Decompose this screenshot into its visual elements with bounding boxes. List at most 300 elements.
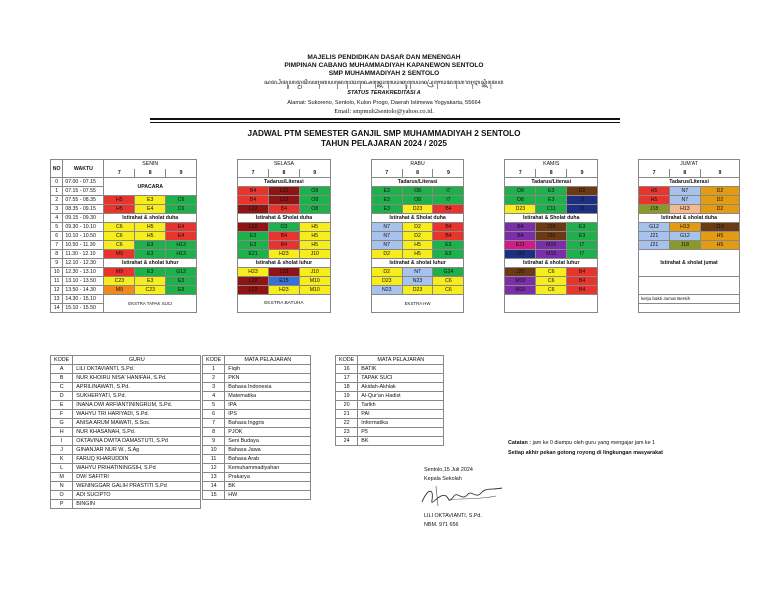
subject-table-1 bbox=[202, 355, 311, 500]
list-item bbox=[336, 428, 444, 437]
list-item bbox=[336, 365, 444, 374]
subject-cell: E4 bbox=[166, 223, 197, 232]
row-no: 4 bbox=[51, 214, 63, 223]
list-item-name: NUR KHASANAH, S.Pd. bbox=[73, 428, 201, 437]
subject-cell: B4 bbox=[505, 232, 536, 241]
list-header-code: KODE bbox=[51, 356, 73, 365]
subject-cell: J18 bbox=[700, 223, 739, 232]
subject-cell: B4 bbox=[268, 205, 299, 214]
list-item-name: SUKHERYATI, S.Pd. bbox=[73, 392, 201, 401]
list-item bbox=[203, 437, 311, 446]
subject-cell: H23 bbox=[268, 250, 299, 259]
row-time: 11.30 - 12.10 bbox=[63, 250, 104, 259]
subject-cell: H5 bbox=[104, 205, 135, 214]
subject-cell: E3 bbox=[371, 205, 402, 214]
header-class-7: 7 bbox=[371, 169, 402, 178]
list-item-name: P5 bbox=[358, 428, 444, 437]
subject-cell: L22 bbox=[238, 205, 269, 214]
subject-cell: H5 bbox=[135, 232, 166, 241]
subject-cell: J20 bbox=[536, 232, 567, 241]
row-no: 12 bbox=[51, 286, 63, 295]
row-no: 2 bbox=[51, 196, 63, 205]
list-item bbox=[203, 473, 311, 482]
row-no: 10 bbox=[51, 268, 63, 277]
signature-role: Kepala Sekolah bbox=[424, 476, 462, 482]
row-time: 10.50 - 11.30 bbox=[63, 241, 104, 250]
subject-cell: D2 bbox=[700, 187, 739, 196]
row-no: 11 bbox=[51, 277, 63, 286]
subject-cell: M10 bbox=[505, 277, 536, 286]
list-item bbox=[203, 365, 311, 374]
subject-cell: J10 bbox=[299, 268, 330, 277]
list-item-name: PKN bbox=[225, 374, 311, 383]
list-item-code: P bbox=[51, 500, 73, 509]
list-item bbox=[336, 374, 444, 383]
list-item-name: IPA bbox=[225, 401, 311, 410]
row-no: 0 bbox=[51, 178, 63, 187]
break-duha-label: Istirahat & sholat duha bbox=[639, 214, 740, 223]
subject-cell: D23 bbox=[371, 277, 402, 286]
subject-cell: E3 bbox=[433, 241, 464, 250]
header-day-km: KAMIS bbox=[505, 160, 598, 169]
header-class-8: 8 bbox=[268, 169, 299, 178]
subject-cell: B4 bbox=[238, 196, 269, 205]
list-item-name: LILI OKTAVIANTI, S.Pd. bbox=[73, 365, 201, 374]
list-item-code: M bbox=[51, 473, 73, 482]
subject-cell: J19 bbox=[536, 223, 567, 232]
signature-scribble-icon bbox=[418, 482, 508, 510]
school-email: Email: smpmuh2sentolo@yahoo.co.id. bbox=[334, 108, 434, 115]
subject-cell: H13 bbox=[166, 250, 197, 259]
break-jumat-label: Istirahat & sholat jumat bbox=[639, 250, 740, 277]
header-class-9: 9 bbox=[299, 169, 330, 178]
list-item-name: WAHYU PRIHATININGSIH, S.Pd bbox=[73, 464, 201, 473]
list-item-code: 10 bbox=[203, 446, 225, 455]
subject-cell: M10 bbox=[299, 277, 330, 286]
subject-cell: I7 bbox=[567, 241, 598, 250]
header-class-7: 7 bbox=[104, 169, 135, 178]
row-no: 5 bbox=[51, 223, 63, 232]
subject-cell: N7 bbox=[371, 232, 402, 241]
jumat-empty bbox=[639, 304, 740, 313]
list-header-code: KODE bbox=[336, 356, 358, 365]
list-item-name: TAPAK SUCI bbox=[358, 374, 444, 383]
list-item bbox=[203, 455, 311, 464]
subject-cell: J19 bbox=[505, 250, 536, 259]
header-class-7: 7 bbox=[238, 169, 269, 178]
list-item bbox=[336, 437, 444, 446]
list-item-name: Tarikh bbox=[358, 401, 444, 410]
list-item-name: DWI SAFITRI bbox=[73, 473, 201, 482]
subject-cell: N7 bbox=[402, 268, 433, 277]
header-class-9: 9 bbox=[700, 169, 739, 178]
subject-cell: E3 bbox=[135, 268, 166, 277]
subject-cell: M10 bbox=[536, 250, 567, 259]
list-item-name: PAI bbox=[358, 410, 444, 419]
list-header-name: GURU bbox=[73, 356, 201, 365]
list-item-name: Akidah-Akhlak bbox=[358, 383, 444, 392]
subject-cell: I7 bbox=[433, 196, 464, 205]
subject-cell: O8 bbox=[402, 187, 433, 196]
list-item bbox=[203, 464, 311, 473]
break-luhur-label: Istirahat & sholat luhur bbox=[104, 259, 197, 268]
subject-cell: B4 bbox=[567, 268, 598, 277]
subject-cell: H5 bbox=[639, 187, 670, 196]
subject-cell: C23 bbox=[104, 277, 135, 286]
list-item-code: L bbox=[51, 464, 73, 473]
list-item bbox=[203, 491, 311, 500]
subject-cell: C6 bbox=[433, 277, 464, 286]
subject-cell: E3 bbox=[238, 232, 269, 241]
note-catatan bbox=[508, 439, 655, 447]
list-item-code: 20 bbox=[336, 401, 358, 410]
subject-cell: L22 bbox=[238, 223, 269, 232]
break-duha-label: Istirahat & Sholat duha bbox=[238, 214, 331, 223]
note-gotong-royong: Setiap akhir pekan gotong royong di lingkungan masyarakat bbox=[508, 450, 663, 456]
list-item-name: GINANJAR NUR W., S.Ag bbox=[73, 446, 201, 455]
subject-cell: G12 bbox=[166, 268, 197, 277]
subject-cell: H13 bbox=[166, 241, 197, 250]
subject-cell: L23 bbox=[238, 286, 269, 295]
list-item-code: 13 bbox=[203, 473, 225, 482]
list-item-code: 14 bbox=[203, 482, 225, 491]
subject-cell: E21 bbox=[238, 250, 269, 259]
header-class-8: 8 bbox=[135, 169, 166, 178]
row-time: 08.35 - 09.15 bbox=[63, 205, 104, 214]
list-item-code: N bbox=[51, 482, 73, 491]
list-item bbox=[51, 491, 201, 500]
subject-cell: E3 bbox=[135, 250, 166, 259]
tadarus-label: Tadarus/Literasi bbox=[505, 178, 598, 187]
list-item-name: Bahasa Jawa bbox=[225, 446, 311, 455]
subject-cell: C11 bbox=[536, 205, 567, 214]
list-item-code: 9 bbox=[203, 437, 225, 446]
header-no: NO bbox=[51, 160, 63, 178]
jumat-bersih-label: kerja bakti Jumat Bersih bbox=[639, 295, 740, 304]
day-separator bbox=[464, 160, 505, 313]
schedule-title: JADWAL PTM SEMESTER GANJIL SMP MUHAMMADIYAH 2 SENTOLO bbox=[247, 129, 521, 138]
subject-cell: M9 bbox=[104, 286, 135, 295]
schedule-table bbox=[50, 159, 740, 313]
list-item-code: B bbox=[51, 374, 73, 383]
list-item-code: C bbox=[51, 383, 73, 392]
subject-cell: D2 bbox=[371, 268, 402, 277]
subject-cell: B4 bbox=[268, 241, 299, 250]
subject-cell: G12 bbox=[669, 232, 700, 241]
subject-cell: M9 bbox=[104, 250, 135, 259]
row-time: 15.10 - 15.50 bbox=[63, 304, 104, 313]
list-item bbox=[336, 410, 444, 419]
header-class-7: 7 bbox=[505, 169, 536, 178]
list-item-name: Kemuhammadiyahan bbox=[225, 464, 311, 473]
subject-cell: C6 bbox=[536, 268, 567, 277]
list-item bbox=[203, 392, 311, 401]
subject-cell: E8 bbox=[166, 286, 197, 295]
subject-cell: H5 bbox=[700, 232, 739, 241]
list-item-name: Bahasa Arab bbox=[225, 455, 311, 464]
subject-cell: L22 bbox=[268, 187, 299, 196]
subject-cell: C6 bbox=[104, 232, 135, 241]
subject-cell: H23 bbox=[238, 268, 269, 277]
subject-cell: L23 bbox=[238, 277, 269, 286]
subject-cell: C6 bbox=[536, 286, 567, 295]
header-day-jm: JUM'AT bbox=[639, 160, 740, 169]
list-item-code: H bbox=[51, 428, 73, 437]
list-item bbox=[51, 446, 201, 455]
subject-cell: L22 bbox=[268, 196, 299, 205]
header-class-9: 9 bbox=[433, 169, 464, 178]
subject-cell: O8 bbox=[299, 205, 330, 214]
subject-cell: B4 bbox=[567, 277, 598, 286]
org-line-2: PIMPINAN CABANG MUHAMMADIYAH KAPANEWON SENTOLO bbox=[284, 62, 484, 69]
list-item bbox=[336, 392, 444, 401]
list-item-code: 3 bbox=[203, 383, 225, 392]
list-item-name: WAHYU TRI HARIYADI, S.Pd. bbox=[73, 410, 201, 419]
list-item-code: 15 bbox=[203, 491, 225, 500]
row-no: 14 bbox=[51, 304, 63, 313]
list-item bbox=[51, 500, 201, 509]
subject-cell: C6 bbox=[104, 223, 135, 232]
subject-cell: N7 bbox=[371, 223, 402, 232]
subject-cell: J10 bbox=[299, 250, 330, 259]
row-time: 07.55 - 08.35 bbox=[63, 196, 104, 205]
row-no: 7 bbox=[51, 241, 63, 250]
subject-cell: I7 bbox=[567, 250, 598, 259]
subject-cell: O8 bbox=[402, 196, 433, 205]
break-luhur-label: Istirahat & sholat luhur bbox=[371, 259, 464, 268]
list-item-code: A bbox=[51, 365, 73, 374]
break-duha-label: Istirahat & Sholat duha bbox=[505, 214, 598, 223]
subject-cell: H5 bbox=[299, 241, 330, 250]
subject-cell: D2 bbox=[371, 250, 402, 259]
subject-cell: D2 bbox=[402, 223, 433, 232]
subject-cell: D23 bbox=[402, 286, 433, 295]
list-item-name: Matematika bbox=[225, 392, 311, 401]
list-item bbox=[51, 374, 201, 383]
signature-nbm: NBM. 971 656 bbox=[424, 522, 459, 528]
subject-cell: J1 bbox=[567, 205, 598, 214]
list-item-code: 7 bbox=[203, 419, 225, 428]
org-line-1: MAJELIS PENDIDIKAN DASAR DAN MENENGAH bbox=[307, 54, 461, 61]
schedule-year: TAHUN PELAJARAN 2024 / 2025 bbox=[321, 139, 447, 148]
subject-cell: E15 bbox=[268, 277, 299, 286]
subject-cell: N23 bbox=[371, 286, 402, 295]
header-class-8: 8 bbox=[402, 169, 433, 178]
subject-cell: O8 bbox=[505, 187, 536, 196]
subject-cell: D23 bbox=[505, 205, 536, 214]
list-item-name: PJOK bbox=[225, 428, 311, 437]
list-item-name: BATIK bbox=[358, 365, 444, 374]
subject-cell: B4 bbox=[433, 232, 464, 241]
list-item-code: 16 bbox=[336, 365, 358, 374]
list-header-name: MATA PELAJARAN bbox=[358, 356, 444, 365]
list-item bbox=[203, 428, 311, 437]
row-time: 09.30 - 10.10 bbox=[63, 223, 104, 232]
day-separator bbox=[597, 160, 638, 313]
header-rule bbox=[150, 118, 620, 120]
list-item bbox=[51, 419, 201, 428]
subject-cell: H5 bbox=[135, 223, 166, 232]
note-catatan-text: jam ke 0 diampu oleh guru yang mengajar jam ke 1 bbox=[532, 440, 656, 446]
subject-cell: B4 bbox=[433, 223, 464, 232]
javanese-script: ꦱꦩ꧀ꦥꦶꦩꦸꦲꦩ꧀ꦩꦢꦶꦪꦃꦏꦥꦤꦺꦮꦺꦴꦤ꧀ꦱꦺꦤ꧀ꦠꦺꦴꦭꦺꦴꦏꦸꦭꦺꦴꦤ꧀ꦥꦿꦒꦺꦴꦢꦲꦺꦫꦃꦆꦱ꧀ꦠꦶꦩꦺꦮ bbox=[264, 80, 504, 86]
subject-cell: J18 bbox=[639, 205, 670, 214]
header-waktu: WAKTU bbox=[63, 160, 104, 178]
subject-cell: E3 bbox=[536, 187, 567, 196]
list-item bbox=[51, 401, 201, 410]
list-item bbox=[51, 410, 201, 419]
list-item-name: BK bbox=[225, 482, 311, 491]
list-item-name: Al-Qur'an Hadist bbox=[358, 392, 444, 401]
subject-cell: E3 bbox=[135, 277, 166, 286]
list-item-name: NUR KHOIRU NISA' HANIFAH, S.Pd. bbox=[73, 374, 201, 383]
subject-cell: H23 bbox=[268, 286, 299, 295]
subject-cell: M9 bbox=[104, 268, 135, 277]
subject-cell: E3 bbox=[536, 196, 567, 205]
list-item-code: I bbox=[51, 437, 73, 446]
row-no: 8 bbox=[51, 250, 63, 259]
extra-senin-label: EKSTRA TAPAK SUCI bbox=[104, 295, 197, 313]
row-no: 6 bbox=[51, 232, 63, 241]
subject-cell: J18 bbox=[669, 241, 700, 250]
upacara-label: UPACARA bbox=[104, 178, 197, 196]
list-item-code: G bbox=[51, 419, 73, 428]
subject-cell: E3 bbox=[371, 187, 402, 196]
break-luhur-label: Istirahat & sholat luhur bbox=[505, 259, 598, 268]
subject-cell: C6 bbox=[536, 277, 567, 286]
list-item bbox=[203, 374, 311, 383]
list-item-code: O bbox=[51, 491, 73, 500]
subject-cell: N7 bbox=[669, 196, 700, 205]
list-item-code: 5 bbox=[203, 401, 225, 410]
subject-cell: D2 bbox=[402, 232, 433, 241]
subject-cell: E3 bbox=[567, 232, 598, 241]
list-item-code: 17 bbox=[336, 374, 358, 383]
list-header-code: KODE bbox=[203, 356, 225, 365]
list-item bbox=[51, 482, 201, 491]
list-item-code: 19 bbox=[336, 392, 358, 401]
subject-cell: C6 bbox=[166, 196, 197, 205]
subject-cell: D2 bbox=[700, 205, 739, 214]
list-item-code: K bbox=[51, 455, 73, 464]
subject-cell: J21 bbox=[639, 232, 670, 241]
subject-cell: H5 bbox=[299, 232, 330, 241]
subject-cell: H5 bbox=[104, 196, 135, 205]
list-item-name: Prakarya bbox=[225, 473, 311, 482]
header-day-rb: RABU bbox=[371, 160, 464, 169]
row-time: 13.50 - 14.30 bbox=[63, 286, 104, 295]
subject-cell: E21 bbox=[505, 241, 536, 250]
subject-cell: E3 bbox=[135, 241, 166, 250]
list-item bbox=[51, 437, 201, 446]
list-item-name: ADI SUCIPTO bbox=[73, 491, 201, 500]
signature-name: LILI OKTAVIANTI, S.Pd. bbox=[424, 513, 482, 519]
extra-selasa-label: EKSTRA BATUHA bbox=[238, 295, 331, 313]
tadarus-label: Tadarus/Literasi bbox=[371, 178, 464, 187]
subject-cell: I7 bbox=[433, 187, 464, 196]
list-item-name: Fiqih bbox=[225, 365, 311, 374]
list-item bbox=[203, 446, 311, 455]
list-item-name: HW bbox=[225, 491, 311, 500]
subject-cell: H5 bbox=[299, 223, 330, 232]
list-item bbox=[51, 428, 201, 437]
subject-cell: E4 bbox=[166, 232, 197, 241]
list-item-name: Informatika bbox=[358, 419, 444, 428]
list-item bbox=[336, 419, 444, 428]
row-no: 13 bbox=[51, 295, 63, 304]
header-rule-thin bbox=[150, 122, 620, 123]
list-item-code: 4 bbox=[203, 392, 225, 401]
subject-cell: C23 bbox=[135, 286, 166, 295]
subject-cell: E3 bbox=[433, 250, 464, 259]
header-class-8: 8 bbox=[669, 169, 700, 178]
subject-cell: B4 bbox=[238, 187, 269, 196]
list-item-name: BINGIN bbox=[73, 500, 201, 509]
subject-cell: O3 bbox=[268, 223, 299, 232]
subject-cell: O8 bbox=[505, 196, 536, 205]
list-header-name: MATA PELAJARAN bbox=[225, 356, 311, 365]
subject-cell: J21 bbox=[639, 241, 670, 250]
list-item-code: 21 bbox=[336, 410, 358, 419]
subject-cell: L23 bbox=[268, 268, 299, 277]
subject-cell: E4 bbox=[135, 205, 166, 214]
header-class-7: 7 bbox=[639, 169, 670, 178]
list-item-name: BK bbox=[358, 437, 444, 446]
subject-cell: H5 bbox=[700, 241, 739, 250]
header-class-9: 9 bbox=[166, 169, 197, 178]
list-item-name: WENINGGAR GALIH PRASTITI S.Pd bbox=[73, 482, 201, 491]
teacher-table bbox=[50, 355, 201, 509]
list-item-code: J bbox=[51, 446, 73, 455]
list-item-code: 12 bbox=[203, 464, 225, 473]
list-item bbox=[51, 365, 201, 374]
subject-cell: G24 bbox=[433, 268, 464, 277]
subject-cell: M10 bbox=[536, 241, 567, 250]
subject-cell: H13 bbox=[669, 205, 700, 214]
subject-cell: J1 bbox=[567, 196, 598, 205]
accreditation-status: STATUS TERAKREDITASI A bbox=[347, 90, 421, 96]
list-item-name: ANISA ARUM MAWATI, S.Sos. bbox=[73, 419, 201, 428]
header-class-8: 8 bbox=[536, 169, 567, 178]
row-time: 13.10 - 13.50 bbox=[63, 277, 104, 286]
list-item-code: 1 bbox=[203, 365, 225, 374]
row-time: 14.30 - 15.10 bbox=[63, 295, 104, 304]
row-time: 09.15 - 09.30 bbox=[63, 214, 104, 223]
list-item-code: 8 bbox=[203, 428, 225, 437]
tadarus-label: Tadarus/Literasi bbox=[639, 178, 740, 187]
list-item-name: FARUQ KHARUDDIN bbox=[73, 455, 201, 464]
subject-cell: D23 bbox=[402, 205, 433, 214]
list-item bbox=[203, 482, 311, 491]
subject-cell: H5 bbox=[639, 196, 670, 205]
tadarus-label: Tadarus/Literasi bbox=[238, 178, 331, 187]
header-class-9: 9 bbox=[567, 169, 598, 178]
subject-cell: C6 bbox=[433, 286, 464, 295]
list-item bbox=[336, 401, 444, 410]
break-luhur-label: Istirahat & sholat luhur bbox=[238, 259, 331, 268]
subject-cell: E3 bbox=[567, 223, 598, 232]
row-time: 07.00 - 07.15 bbox=[63, 178, 104, 187]
list-item bbox=[203, 419, 311, 428]
subject-cell: D2 bbox=[700, 196, 739, 205]
subject-cell: E3 bbox=[238, 241, 269, 250]
row-time: 07.15 - 07.55 bbox=[63, 187, 104, 196]
row-time: 12.30 - 13.10 bbox=[63, 268, 104, 277]
subject-cell: E3 bbox=[371, 196, 402, 205]
list-item bbox=[203, 401, 311, 410]
subject-cell: O8 bbox=[299, 187, 330, 196]
subject-cell: H13 bbox=[669, 223, 700, 232]
